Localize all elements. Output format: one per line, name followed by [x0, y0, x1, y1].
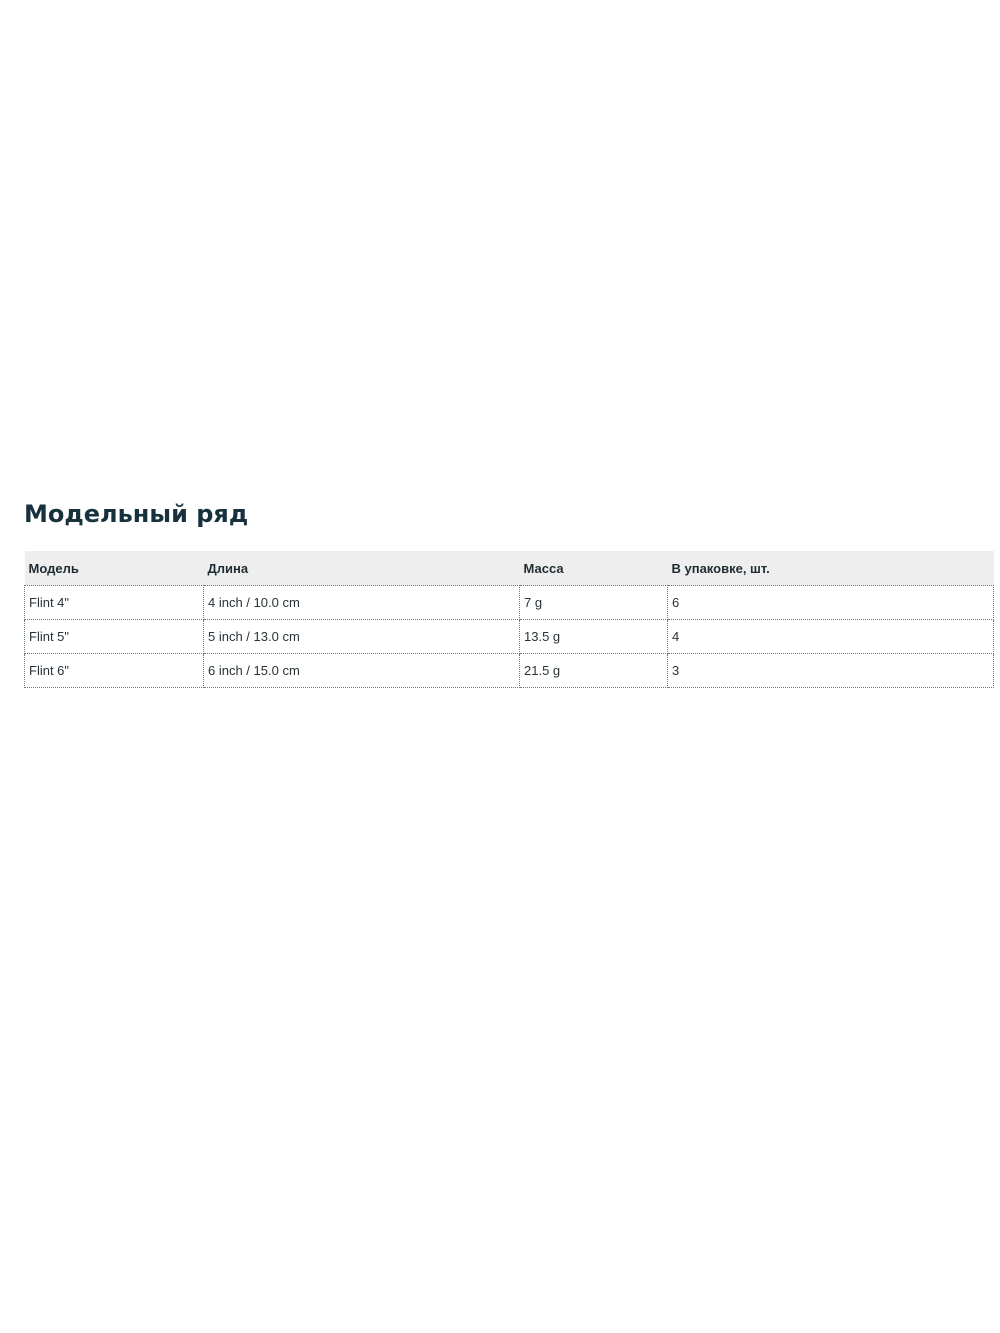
table-row	[25, 586, 994, 620]
cell-weight: 7 g	[520, 586, 668, 620]
model-range-table	[24, 551, 994, 688]
cell-pack-quantity: 3	[668, 654, 994, 688]
column-header-length: Длина	[204, 552, 520, 586]
cell-model: Flint 5"	[25, 620, 204, 654]
cell-pack-quantity: 6	[668, 586, 994, 620]
table-header-row	[25, 552, 994, 586]
model-range-section	[24, 497, 993, 678]
column-header-weight: Масса	[520, 552, 668, 586]
cell-model: Flint 4"	[25, 586, 204, 620]
cell-length: 5 inch / 13.0 cm	[204, 620, 520, 654]
cell-weight: 13.5 g	[520, 620, 668, 654]
column-header-model: Модель	[25, 552, 204, 586]
cell-length: 6 inch / 15.0 cm	[204, 654, 520, 688]
column-header-pack-quantity: В упаковке, шт.	[668, 552, 994, 586]
cell-weight: 21.5 g	[520, 654, 668, 688]
section-title: Модельный ряд	[24, 500, 249, 528]
cell-pack-quantity: 4	[668, 620, 994, 654]
table-row	[25, 654, 994, 688]
cell-model: Flint 6"	[25, 654, 204, 688]
cell-length: 4 inch / 10.0 cm	[204, 586, 520, 620]
table-row	[25, 620, 994, 654]
